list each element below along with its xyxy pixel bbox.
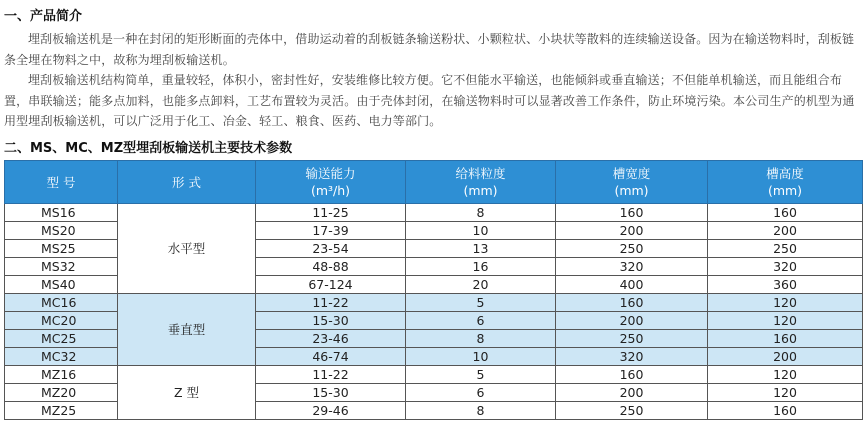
cell-model: MZ25 [5,402,118,420]
cell-width: 160 [556,204,708,222]
cell-granularity: 8 [406,204,556,222]
cell-model: MC25 [5,330,118,348]
cell-granularity: 5 [406,366,556,384]
cell-form: 垂直型 [118,294,256,366]
header-model: 型 号 [5,161,118,204]
cell-width: 320 [556,348,708,366]
cell-height: 360 [708,276,863,294]
cell-model: MC32 [5,348,118,366]
cell-model: MS32 [5,258,118,276]
cell-width: 320 [556,258,708,276]
cell-model: MZ20 [5,384,118,402]
cell-capacity: 67-124 [256,276,406,294]
table-header-row [5,161,863,204]
cell-width: 200 [556,222,708,240]
cell-height: 160 [708,204,863,222]
cell-granularity: 8 [406,402,556,420]
table-row [5,294,863,312]
cell-model: MC20 [5,312,118,330]
cell-height: 120 [708,366,863,384]
cell-granularity: 13 [406,240,556,258]
specs-table-body [5,204,863,420]
cell-model: MZ16 [5,366,118,384]
cell-model: MS40 [5,276,118,294]
cell-model: MS16 [5,204,118,222]
cell-granularity: 6 [406,312,556,330]
cell-capacity: 15-30 [256,384,406,402]
cell-height: 200 [708,348,863,366]
cell-width: 250 [556,402,708,420]
cell-height: 160 [708,402,863,420]
header-height: 槽高度 (mm) [708,161,863,204]
cell-width: 160 [556,366,708,384]
cell-form: Z 型 [118,366,256,420]
cell-model: MC16 [5,294,118,312]
cell-granularity: 6 [406,384,556,402]
intro-paragraph-1: 埋刮板输送机是一种在封闭的矩形断面的壳体中，借助运动着的刮板链条输送粉状、小颗粒状、小块状等散料的连续输送设备。因为在输送物料时，刮板链条全埋在物料之中，故称为埋刮板输送机。 [4,32,855,67]
cell-capacity: 46-74 [256,348,406,366]
intro-paragraph-2: 埋刮板输送机结构简单，重量较轻，体积小，密封性好，安装维修比较方便。它不但能水平输送，也能倾斜或垂直输送；不但能单机输送，而且能组合布置，串联输送；能多点加料，也能多点卸料，工艺布置较为灵活。由于壳体封闭，在输送物料时可以显著改善工作条件，防止环境污染。本公司生产的机型为通用型埋刮板输送机，可以广泛用于化工、冶金、轻工、粮食、医药、电力等部门。 [4,73,855,128]
intro-heading: 一、产品简介 [4,9,83,24]
cell-capacity: 23-54 [256,240,406,258]
header-width: 槽宽度 (mm) [556,161,708,204]
cell-height: 200 [708,222,863,240]
cell-capacity: 48-88 [256,258,406,276]
cell-model: MS20 [5,222,118,240]
specs-table [4,160,863,420]
cell-capacity: 29-46 [256,402,406,420]
cell-granularity: 10 [406,222,556,240]
cell-capacity: 17-39 [256,222,406,240]
cell-model: MS25 [5,240,118,258]
specs-heading: 二、MS、MC、MZ型埋刮板输送机主要技术参数 [4,141,293,156]
table-row [5,204,863,222]
cell-width: 250 [556,330,708,348]
cell-granularity: 8 [406,330,556,348]
cell-height: 120 [708,384,863,402]
cell-capacity: 11-22 [256,366,406,384]
table-row [5,366,863,384]
cell-width: 200 [556,312,708,330]
cell-granularity: 16 [406,258,556,276]
cell-height: 120 [708,312,863,330]
cell-height: 120 [708,294,863,312]
cell-form: 水平型 [118,204,256,294]
cell-capacity: 15-30 [256,312,406,330]
header-granularity: 给料粒度 (mm) [406,161,556,204]
cell-granularity: 20 [406,276,556,294]
cell-height: 250 [708,240,863,258]
cell-width: 160 [556,294,708,312]
cell-width: 200 [556,384,708,402]
cell-capacity: 23-46 [256,330,406,348]
cell-capacity: 11-25 [256,204,406,222]
header-form: 形 式 [118,161,256,204]
header-capacity: 输送能力 (m³/h) [256,161,406,204]
cell-granularity: 5 [406,294,556,312]
cell-width: 250 [556,240,708,258]
cell-width: 400 [556,276,708,294]
cell-height: 320 [708,258,863,276]
cell-height: 160 [708,330,863,348]
cell-capacity: 11-22 [256,294,406,312]
cell-granularity: 10 [406,348,556,366]
